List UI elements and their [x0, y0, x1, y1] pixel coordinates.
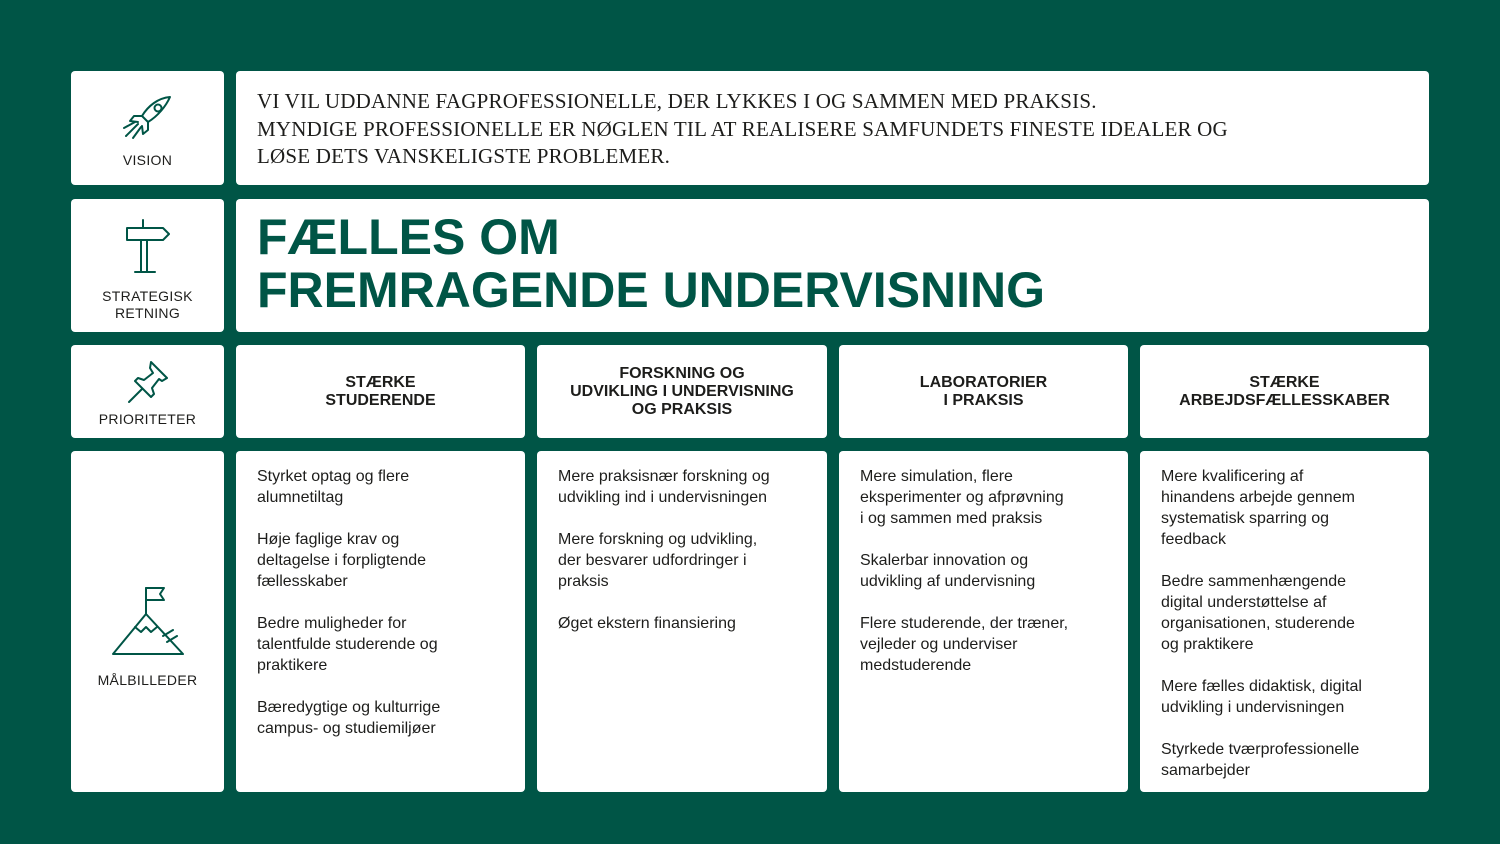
goal-card-1	[236, 451, 525, 792]
priority-card-4	[1140, 345, 1429, 438]
vision-label: VISION	[122, 151, 173, 168]
goal-item: Mere forskning og udvikling, der besvarer udfordringer i praksis	[558, 531, 758, 590]
goal-card-2	[537, 451, 827, 792]
goal-item: Høje faglige krav og deltagelse i forpligtende fællesskaber	[257, 531, 427, 590]
goal-item: Mere kvalificering af hinandens arbejde gennem systematisk sparring og feedback	[1161, 468, 1355, 548]
signpost-icon	[123, 218, 173, 274]
strategy-label-card	[71, 199, 224, 332]
priority-title: FORSKNING OG UDVIKLING I UNDERVISNING OG PRAKSIS	[570, 364, 794, 418]
priorities-label: PRIORITETER	[98, 411, 197, 427]
vision-statement: VI VIL UDDANNE FAGPROFESSIONELLE, DER LYKKES I OG SAMMEN MED PRAKSIS. MYNDIGE PROFESSIONELLE ER NØGLEN TIL AT REALISERE SAMFUNDETS FINESTE IDEALER OG LØSE DETS VANSKELIGSTE PROBLEMER.	[257, 89, 1228, 168]
goal-item: Flere studerende, der træner, vejleder og underviser medstuderende	[860, 615, 1069, 674]
goal-item: Øget ekstern finansiering	[558, 615, 736, 632]
mountain-flag-icon	[111, 584, 185, 656]
rocket-icon	[118, 94, 178, 140]
goal-item: Bedre muligheder for talentfulde studerende og praktikere	[257, 615, 438, 674]
goal-card-3	[839, 451, 1128, 792]
pushpin-icon	[125, 359, 171, 405]
strategy-card	[236, 199, 1429, 332]
goals-label: MÅLBILLEDER	[97, 672, 198, 688]
goal-item: Mere fælles didaktisk, digital udvikling i undervisningen	[1161, 678, 1362, 716]
vision-statement-card	[236, 71, 1429, 185]
vision-label-card	[71, 71, 224, 185]
goal-item: Bedre sammenhængende digital understøttelse af organisationen, studerende og praktikere	[1161, 573, 1355, 653]
priority-card-2	[537, 345, 827, 438]
goal-item: Mere simulation, flere eksperimenter og afprøvning i og sammen med praksis	[860, 468, 1064, 527]
goal-card-4	[1140, 451, 1429, 792]
priority-card-3	[839, 345, 1128, 438]
strategy-label: STRATEGISK RETNING	[102, 287, 193, 321]
priority-title: STÆRKE ARBEJDSFÆLLESSKABER	[1179, 373, 1390, 409]
goal-item: Styrkede tværprofessionelle samarbejder	[1161, 741, 1360, 779]
goal-item: Styrket optag og flere alumnetiltag	[257, 468, 410, 506]
goal-item: Bæredygtige og kulturrige campus- og studiemiljøer	[257, 699, 441, 737]
priority-title: LABORATORIER I PRAKSIS	[919, 373, 1048, 409]
priority-title: STÆRKE STUDERENDE	[325, 373, 436, 409]
priorities-label-card	[71, 345, 224, 438]
goal-item: Mere praksisnær forskning og udvikling ind i undervisningen	[558, 468, 770, 506]
priority-card-1	[236, 345, 525, 438]
goal-item: Skalerbar innovation og udvikling af undervisning	[860, 552, 1036, 590]
goals-label-card	[71, 451, 224, 792]
strategy-title: FÆLLES OM FREMRAGENDE UNDERVISNING	[257, 209, 1046, 318]
